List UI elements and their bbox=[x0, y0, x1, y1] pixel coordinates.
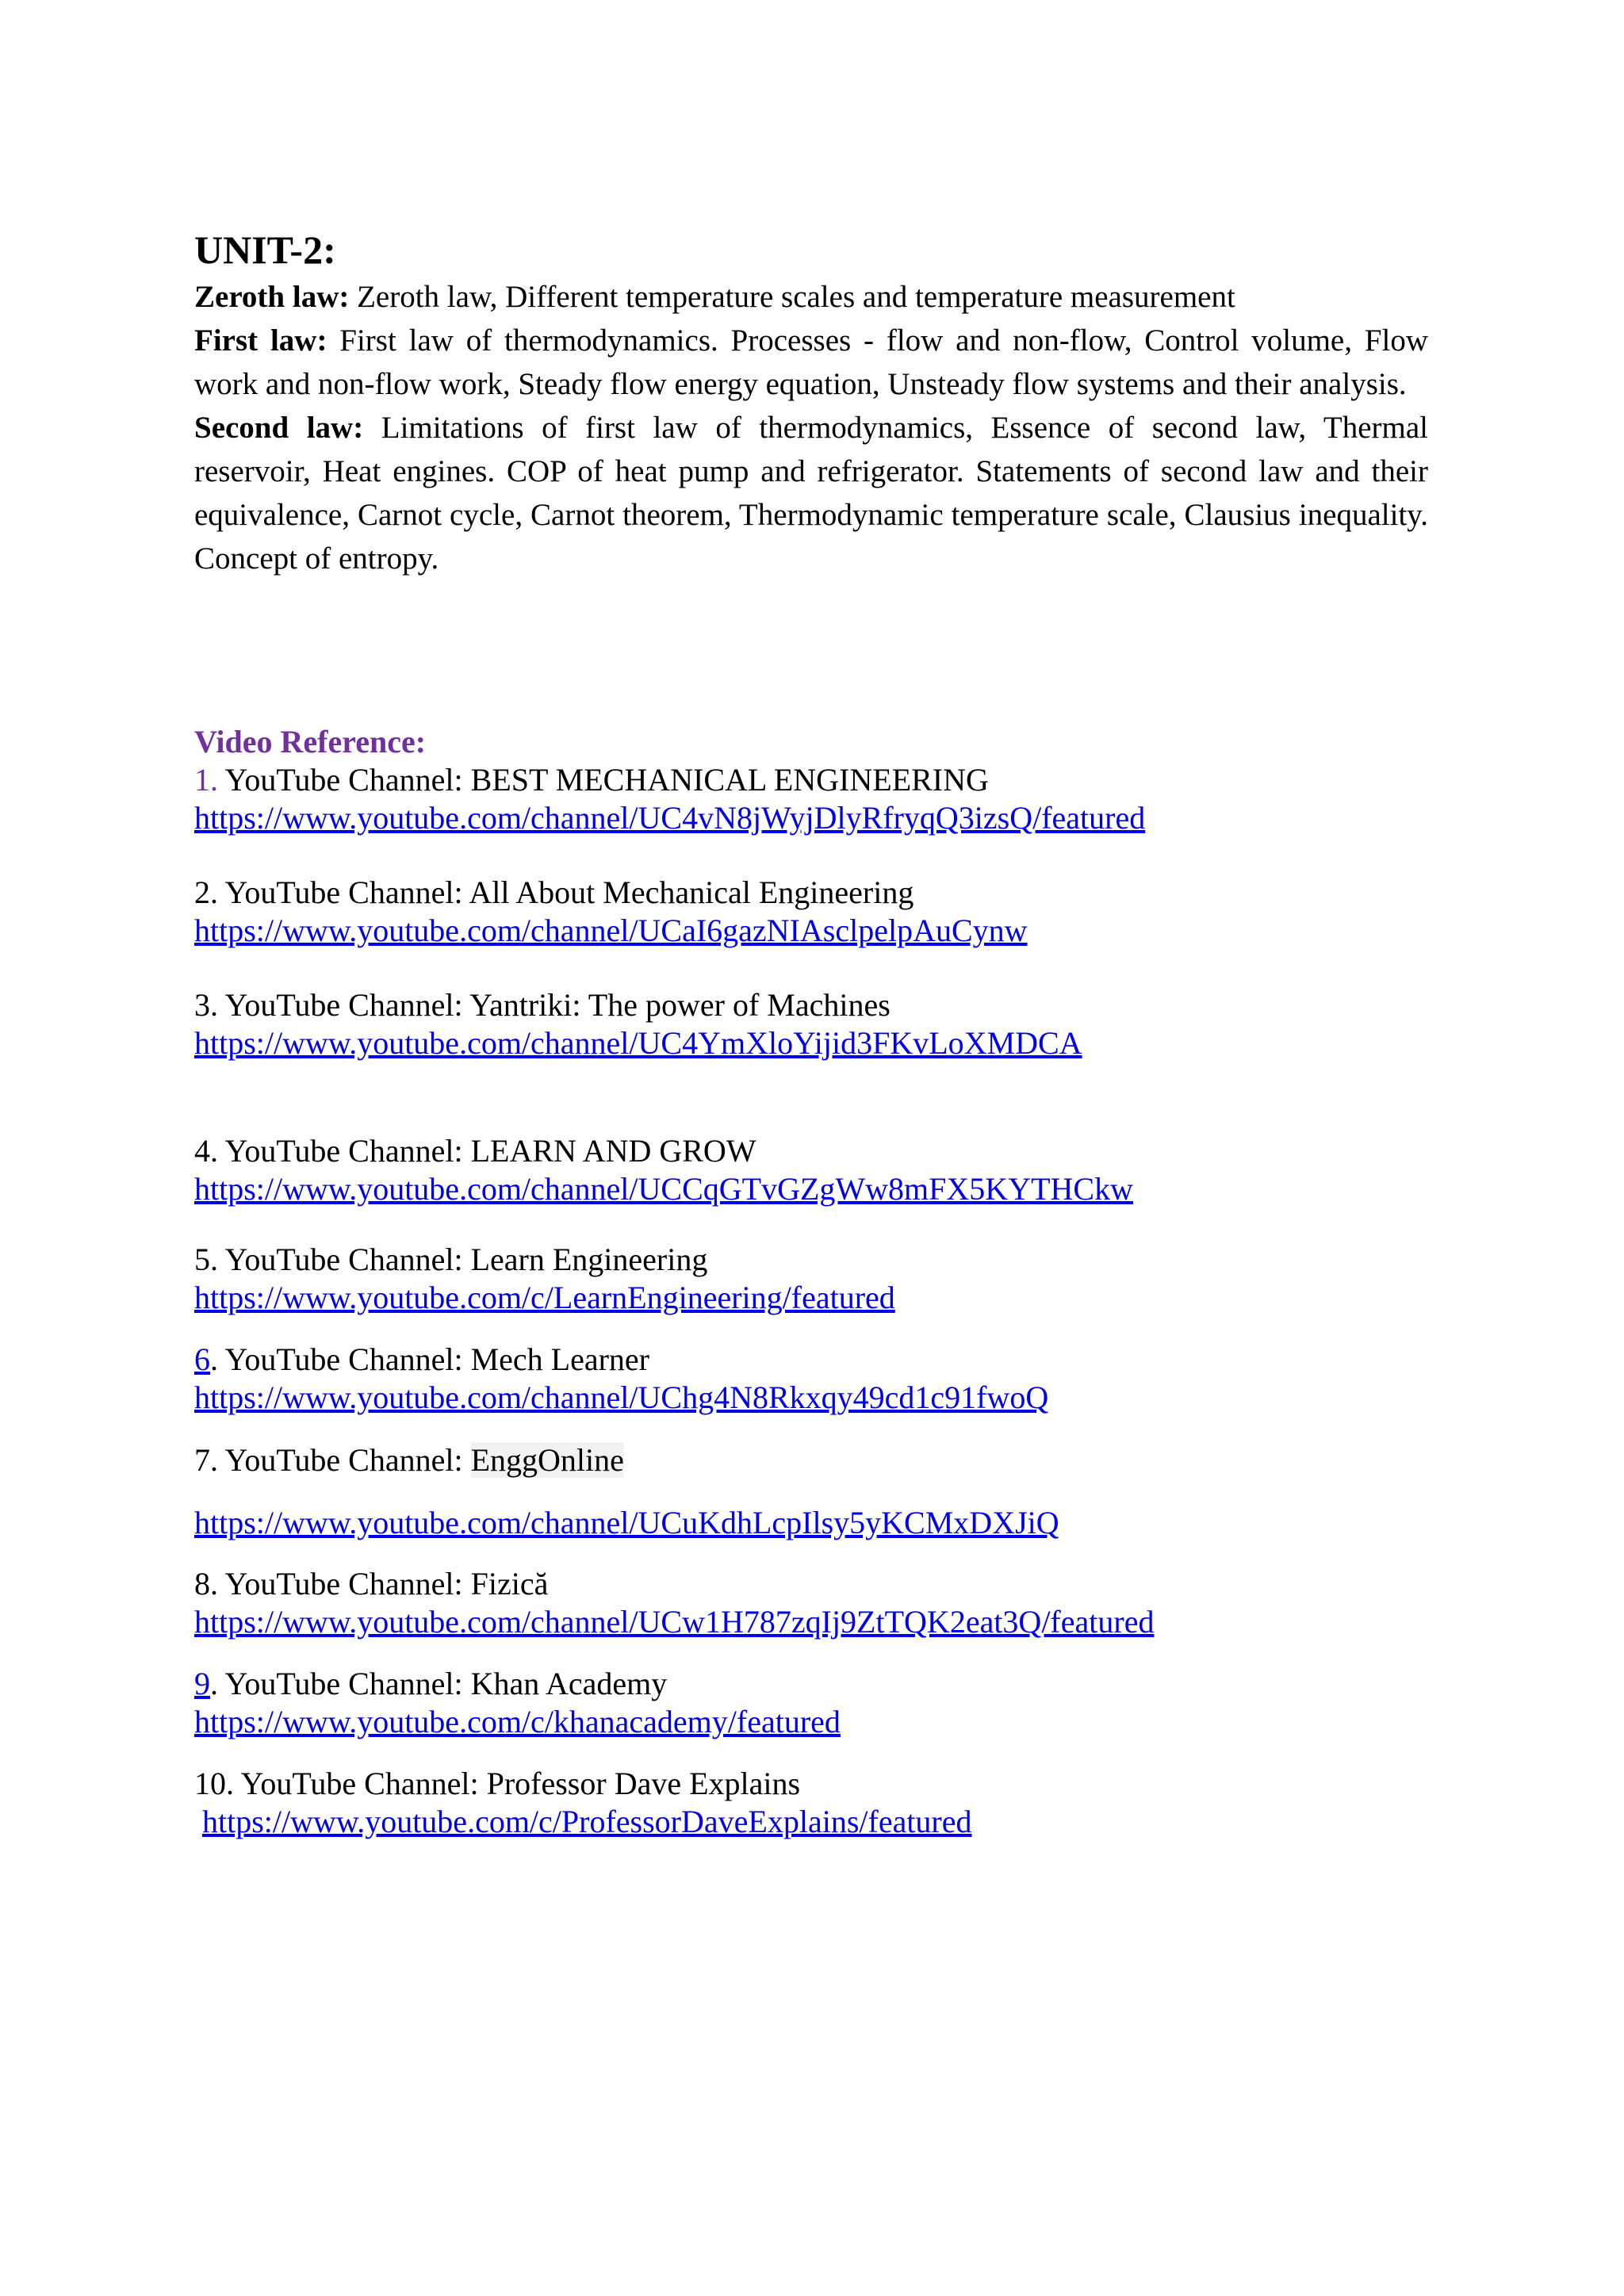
channel-line bbox=[194, 986, 1428, 1024]
item-number: 3. bbox=[194, 987, 218, 1023]
video-reference-section bbox=[194, 723, 1428, 1839]
channel-link[interactable]: https://www.youtube.com/channel/UC4vN8jWyjDlyRfryqQ3izsQ/featured bbox=[194, 800, 1146, 836]
item-number: 10. bbox=[194, 1766, 234, 1801]
first-law-text: First law of thermodynamics. Processes - flow and non-flow, Control volume, Flow work and non-flow work, Steady flow energy equation, Unsteady flow systems and their analysis. bbox=[194, 323, 1429, 401]
video-reference-item bbox=[194, 1132, 1428, 1208]
channel-link[interactable]: https://www.youtube.com/channel/UC4YmXloYijid3FKvLoXMDCA bbox=[194, 1025, 1082, 1061]
channel-link[interactable]: https://www.youtube.com/channel/UCCqGTvGZgWw8mFX5KYTHCkw bbox=[194, 1171, 1133, 1207]
channel-line bbox=[194, 1441, 1428, 1479]
item-number: 7. bbox=[194, 1442, 218, 1478]
video-reference-item bbox=[194, 1341, 1428, 1417]
channel-link[interactable]: https://www.youtube.com/channel/UChg4N8Rkxqy49cd1c91fwoQ bbox=[194, 1380, 1049, 1415]
syllabus-body bbox=[194, 275, 1428, 580]
item-number-link[interactable]: 6 bbox=[194, 1341, 210, 1377]
channel-link[interactable]: https://www.youtube.com/c/khanacademy/featured bbox=[194, 1704, 841, 1739]
item-number: 1. bbox=[194, 762, 218, 798]
channel-line bbox=[194, 1565, 1428, 1603]
zeroth-law-text: Zeroth law, Different temperature scales and temperature measurement bbox=[349, 280, 1235, 314]
video-reference-item bbox=[194, 1765, 1428, 1841]
channel-line bbox=[194, 1341, 1428, 1379]
item-number: 8. bbox=[194, 1566, 218, 1601]
channel-line bbox=[194, 874, 1428, 912]
channel-name-highlight: EnggOnline bbox=[470, 1442, 624, 1478]
video-reference-item bbox=[194, 986, 1428, 1062]
channel-line bbox=[194, 761, 1428, 799]
channel-line bbox=[194, 1665, 1428, 1703]
channel-link[interactable]: https://www.youtube.com/channel/UCw1H787zqIj9ZtTQK2eat3Q/featured bbox=[194, 1604, 1155, 1640]
channel-link[interactable]: https://www.youtube.com/c/LearnEngineering/featured bbox=[194, 1280, 895, 1315]
channel-label: YouTube Channel: Learn Engineering bbox=[218, 1242, 708, 1277]
item-number-suffix: . bbox=[210, 1666, 218, 1701]
channel-line bbox=[194, 1765, 1428, 1803]
video-reference-item bbox=[194, 1241, 1428, 1317]
channel-label: YouTube Channel: Khan Academy bbox=[218, 1666, 668, 1701]
channel-label: YouTube Channel: All About Mechanical Engineering bbox=[218, 874, 914, 910]
channel-link[interactable]: https://www.youtube.com/channel/UCuKdhLcpIlsy5yKCMxDXJiQ bbox=[194, 1505, 1059, 1540]
channel-line bbox=[194, 1241, 1428, 1279]
channel-label: YouTube Channel: BEST MECHANICAL ENGINEERING bbox=[218, 762, 989, 798]
second-law-label: Second law: bbox=[194, 411, 364, 445]
channel-label: YouTube Channel: bbox=[218, 1442, 471, 1478]
item-number-suffix: . bbox=[210, 1341, 218, 1377]
first-law-label: First law: bbox=[194, 323, 327, 358]
zeroth-law-label: Zeroth law: bbox=[194, 280, 350, 314]
item-number: 2. bbox=[194, 874, 218, 910]
channel-link[interactable]: https://www.youtube.com/channel/UCaI6gazNIAsclpelpAuCynw bbox=[194, 913, 1028, 948]
video-reference-item bbox=[194, 1665, 1428, 1741]
video-reference-item bbox=[194, 761, 1428, 837]
video-reference-link-row bbox=[194, 1504, 1428, 1542]
first-law-paragraph bbox=[194, 319, 1428, 406]
item-number: 5. bbox=[194, 1242, 218, 1277]
item-number-link[interactable]: 9 bbox=[194, 1666, 210, 1701]
unit-title: UNIT-2: bbox=[194, 228, 336, 272]
channel-label: YouTube Channel: LEARN AND GROW bbox=[218, 1133, 756, 1169]
video-reference-item bbox=[194, 1441, 1428, 1479]
channel-line bbox=[194, 1132, 1428, 1170]
video-reference-heading: Video Reference: bbox=[194, 724, 427, 760]
second-law-text: Limitations of first law of thermodynamics, Essence of second law, Thermal reservoir, Heat engines. COP of heat pump and refrigerator. Statements of second law and their equivalence, Carnot cycle, Carnot theorem, Thermodynamic temperature scale, Clausius inequality. Concept of entropy. bbox=[194, 411, 1428, 576]
item-number: 4. bbox=[194, 1133, 218, 1169]
zeroth-law-paragraph bbox=[194, 275, 1428, 319]
syllabus-section bbox=[194, 226, 1428, 580]
channel-label: YouTube Channel: Mech Learner bbox=[218, 1341, 650, 1377]
video-reference-item bbox=[194, 874, 1428, 950]
channel-label: YouTube Channel: Yantriki: The power of Machines bbox=[218, 987, 891, 1023]
channel-label: YouTube Channel: Fizică bbox=[218, 1566, 549, 1601]
channel-label: YouTube Channel: Professor Dave Explains bbox=[234, 1766, 801, 1801]
second-law-paragraph bbox=[194, 406, 1428, 580]
channel-link[interactable]: https://www.youtube.com/c/ProfessorDaveExplains/featured bbox=[202, 1804, 972, 1839]
video-reference-item bbox=[194, 1565, 1428, 1641]
